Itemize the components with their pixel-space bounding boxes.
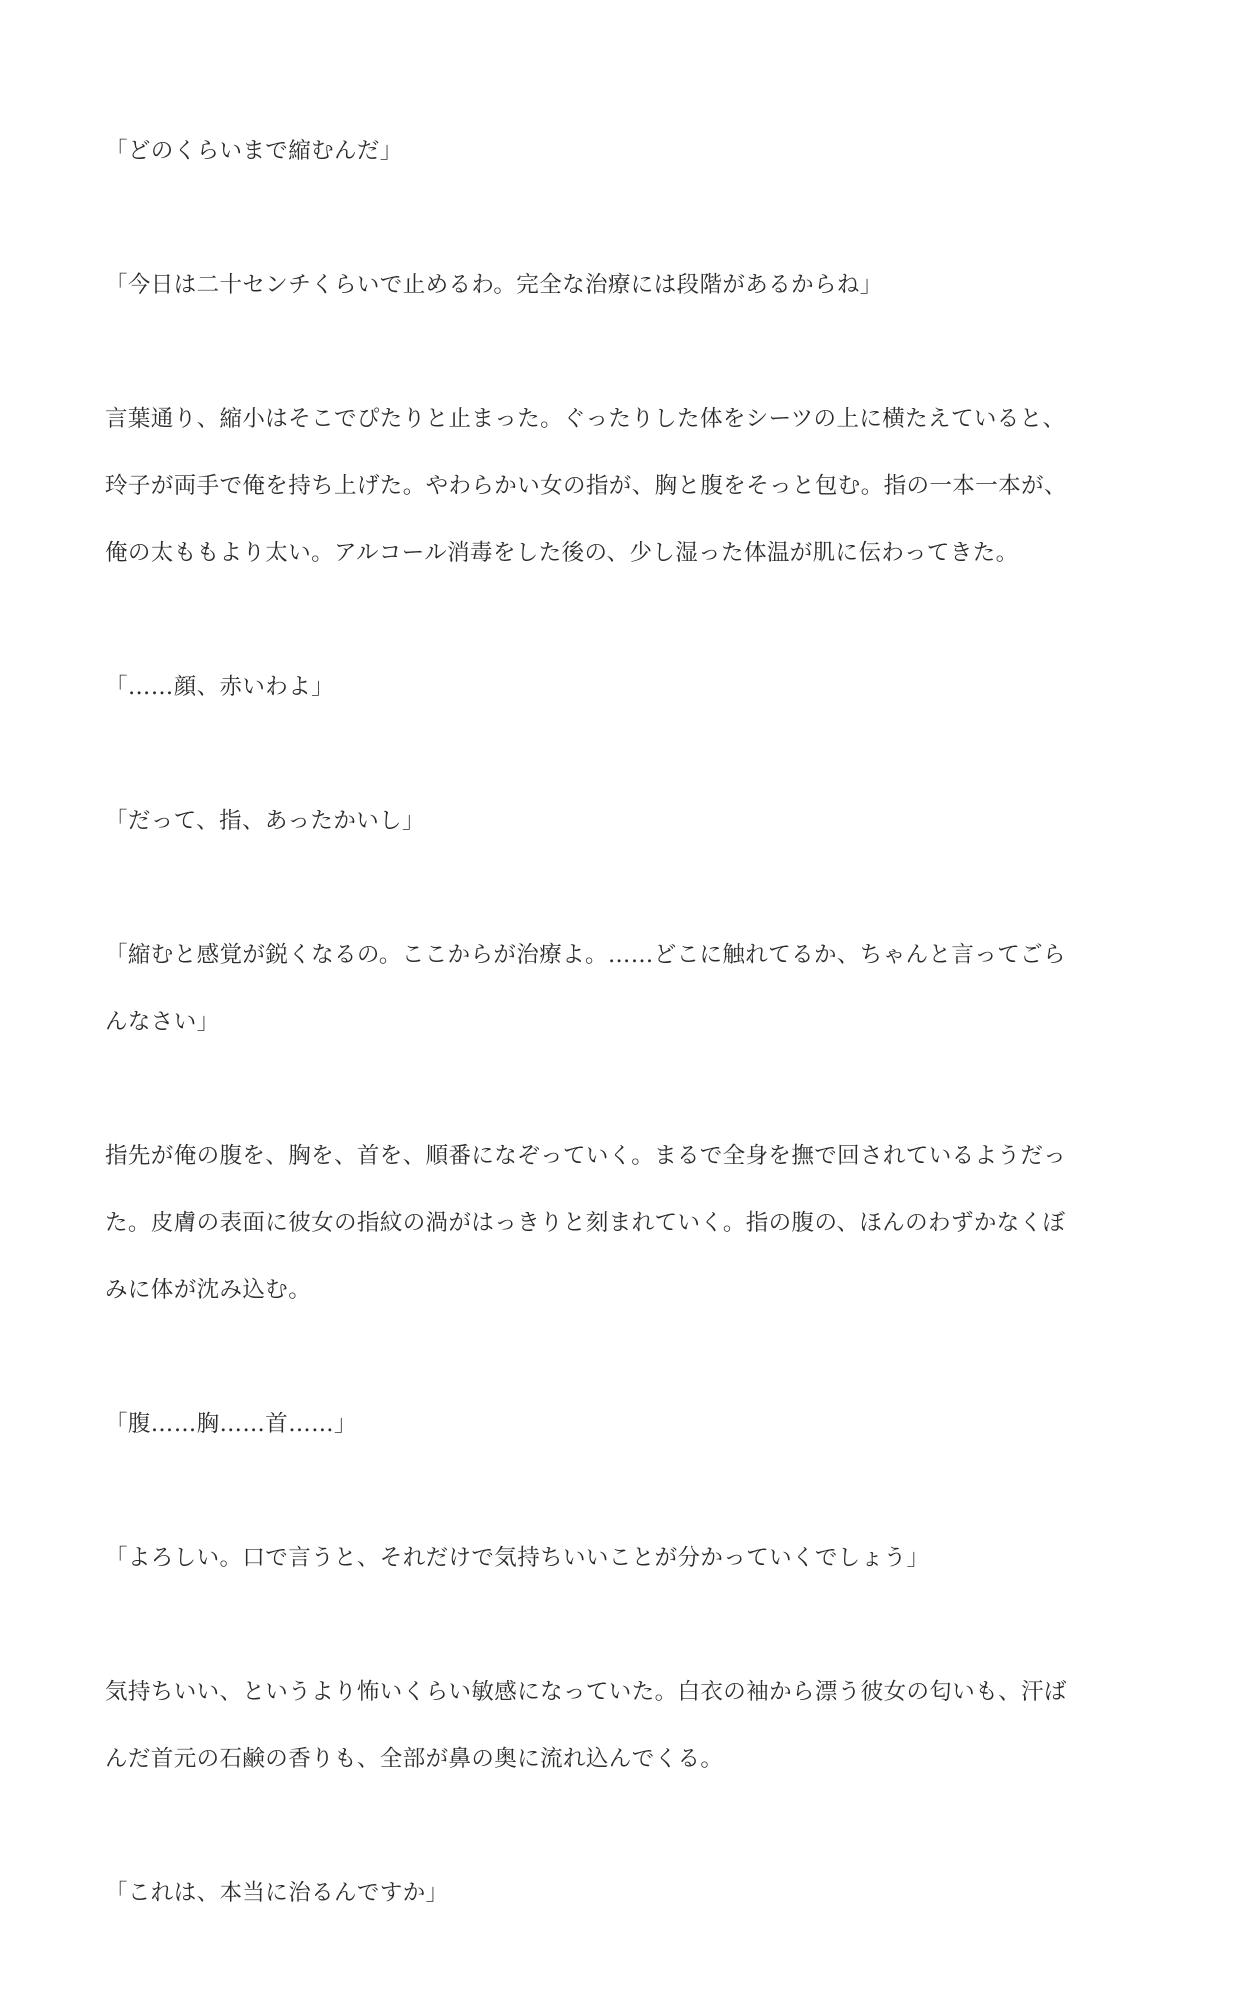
- text-line: 「これは、本当に治るんですか」: [105, 1880, 449, 1906]
- text-line: 「今日は二十センチくらいで止めるわ。完全な治療には段階があるからね」: [105, 272, 883, 298]
- paragraph-narration: [105, 1659, 1145, 1793]
- paragraph-dialogue: [105, 788, 1145, 855]
- paragraph-dialogue: [105, 922, 1145, 1056]
- text-line: 「……顔、赤いわよ」: [105, 674, 335, 700]
- paragraph-narration: [105, 1123, 1145, 1324]
- text-line: 言葉通り、縮小はそこでぴたりと止まった。ぐったりした体をシーツの上に横たえていると、: [105, 406, 1066, 432]
- body-text: [105, 118, 1145, 1994]
- text-line: た。皮膚の表面に彼女の指紋の渦がはっきりと刻まれていく。指の腹の、ほんのわずかなくぼ: [105, 1210, 1066, 1236]
- text-line: 俺の太ももより太い。アルコール消毒をした後の、少し湿った体温が肌に伝わってきた。: [105, 540, 1019, 566]
- paragraph-dialogue: [105, 252, 1145, 319]
- text-line: 「よろしい。口で言うと、それだけで気持ちいいことが分かっていくでしょう」: [105, 1545, 930, 1571]
- text-line: 玲子が両手で俺を持ち上げた。やわらかい女の指が、胸と腹をそっと包む。指の一本一本が、: [105, 473, 1067, 499]
- text-line: 「縮むと感覚が鋭くなるの。ここからが治療よ。……どこに触れてるか、ちゃんと言ってごら: [105, 942, 1066, 968]
- paragraph-dialogue: [105, 118, 1145, 185]
- text-line: 「どのくらいまで縮むんだ」: [105, 138, 403, 164]
- paragraph-dialogue: [105, 654, 1145, 721]
- text-line: 「だって、指、あったかいし」: [105, 808, 425, 834]
- text-line: 指先が俺の腹を、胸を、首を、順番になぞっていく。まるで全身を撫で回されているようだっ: [105, 1143, 1067, 1169]
- text-line: 気持ちいい、というより怖いくらい敏感になっていた。白衣の袖から漂う彼女の匂いも、汗ば: [105, 1679, 1067, 1705]
- text-line: んなさい」: [105, 1009, 220, 1035]
- paragraph-dialogue: [105, 1525, 1145, 1592]
- text-line: んだ首元の石鹸の香りも、全部が鼻の奥に流れ込んでくる。: [105, 1746, 724, 1772]
- paragraph-dialogue: [105, 1391, 1145, 1458]
- paragraph-dialogue: [105, 1860, 1145, 1927]
- paragraph-narration: [105, 386, 1145, 587]
- text-line: 「腹……胸……首……」: [105, 1411, 357, 1437]
- text-line: みに体が沈み込む。: [105, 1277, 312, 1303]
